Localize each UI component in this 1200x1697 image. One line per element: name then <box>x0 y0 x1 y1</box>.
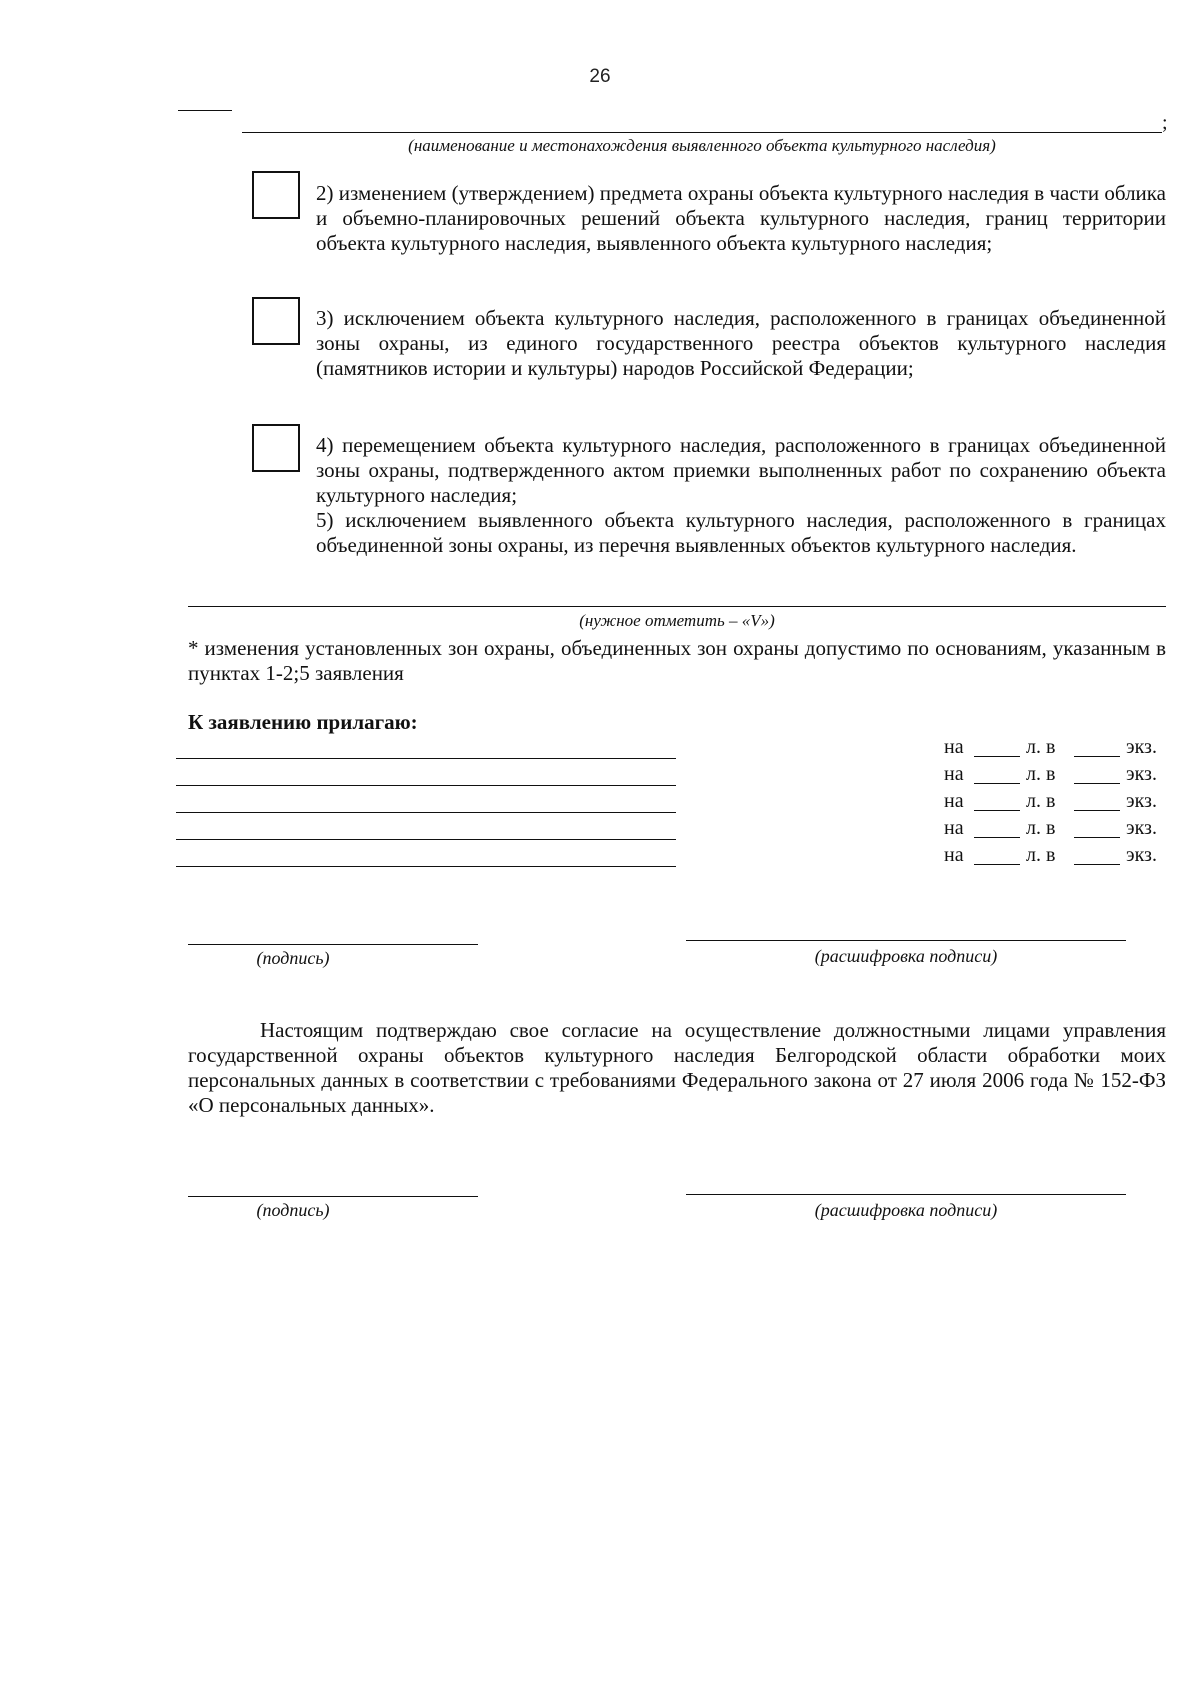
item-5-text: 5) исключением выявленного объекта культурного наследия, расположенного в границах объединенной зоны охраны, из перечня выявленных объектов культурного наследия. <box>316 508 1166 557</box>
sheets-label: л. в <box>1026 817 1056 839</box>
copies-blank[interactable] <box>1074 819 1120 838</box>
na-label: на <box>944 790 964 812</box>
attachment-count-row <box>944 844 1166 870</box>
attachments-heading: К заявлению прилагаю: <box>188 710 418 734</box>
sheets-blank[interactable] <box>974 846 1020 865</box>
checkbox-item-3[interactable] <box>252 297 300 345</box>
attachment-count-row <box>944 736 1166 762</box>
sheets-label: л. в <box>1026 844 1056 866</box>
signature-caption-2: (подпись) <box>256 1200 330 1220</box>
attachment-line-2[interactable] <box>176 785 676 786</box>
attachment-count-row <box>944 817 1166 843</box>
copies-label: экз. <box>1126 736 1157 758</box>
sheets-label: л. в <box>1026 763 1056 785</box>
item-4-text: 4) перемещением объекта культурного наследия, расположенного в границах объединенной зоны охраны, подтвержденного актом приемки выполненных работ по сохранению объекта культурного наследия; <box>316 433 1166 507</box>
attachment-line-4[interactable] <box>176 839 676 840</box>
copies-blank[interactable] <box>1074 846 1120 865</box>
copies-blank[interactable] <box>1074 738 1120 757</box>
header-object-line <box>242 132 1162 133</box>
attachment-line-1[interactable] <box>176 758 676 759</box>
sheets-blank[interactable] <box>974 765 1020 784</box>
signature-line-1[interactable] <box>188 944 478 945</box>
copies-label: экз. <box>1126 844 1157 866</box>
na-label: на <box>944 763 964 785</box>
na-label: на <box>944 844 964 866</box>
header-caption: (наименование и местонахождения выявленного объекта культурного наследия) <box>408 136 996 155</box>
checkbox-item-4[interactable] <box>252 424 300 472</box>
checkbox-item-2[interactable] <box>252 171 300 219</box>
signature-decoding-line-1[interactable] <box>686 940 1126 941</box>
consent-text: Настоящим подтверждаю свое согласие на осуществление должностными лицами управления государственной охраны объектов культурного наследия Белгородской области обработки моих персональных данных в соответствии с требованиями Федерального закона от 27 июля 2006 года № 152-ФЗ «О персональных данных». <box>188 1018 1166 1117</box>
copies-label: экз. <box>1126 763 1157 785</box>
page-number: 26 <box>589 66 611 87</box>
signature-decoding-line-2[interactable] <box>686 1194 1126 1195</box>
signature-line-2[interactable] <box>188 1196 478 1197</box>
attachment-count-row <box>944 763 1166 789</box>
na-label: на <box>944 817 964 839</box>
na-label: на <box>944 736 964 758</box>
header-semicolon: ; <box>1162 112 1168 134</box>
attachment-count-row <box>944 790 1166 816</box>
copies-label: экз. <box>1126 790 1157 812</box>
attachment-line-3[interactable] <box>176 812 676 813</box>
sheets-label: л. в <box>1026 790 1056 812</box>
note-text: * изменения установленных зон охраны, объединенных зон охраны допустимо по основаниям, указанным в пунктах 1-2;5 заявления <box>188 636 1166 685</box>
copies-blank[interactable] <box>1074 792 1120 811</box>
sheets-label: л. в <box>1026 736 1056 758</box>
sheets-blank[interactable] <box>974 792 1020 811</box>
item-3-text: 3) исключением объекта культурного наследия, расположенного в границах объединенной зоны охраны, из единого государственного реестра объектов культурного наследия (памятников истории и культуры) народов Российской Федерации; <box>316 306 1166 380</box>
attachment-line-5[interactable] <box>176 866 676 867</box>
item-2-text: 2) изменением (утверждением) предмета охраны объекта культурного наследия в части облика и объемно-планировочных решений объекта культурного наследия, границ территории объекта культурного наследия, выявленного объекта культурного наследия; <box>316 181 1166 255</box>
signature-caption-1: (подпись) <box>256 948 330 968</box>
copies-label: экз. <box>1126 817 1157 839</box>
signature-decoding-caption-2: (расшифровка подписи) <box>814 1200 998 1220</box>
mark-caption: (нужное отметить – «V») <box>579 611 775 630</box>
copies-blank[interactable] <box>1074 765 1120 784</box>
mark-line <box>188 606 1166 607</box>
header-short-line <box>178 110 232 111</box>
signature-decoding-caption-1: (расшифровка подписи) <box>814 946 998 966</box>
sheets-blank[interactable] <box>974 738 1020 757</box>
sheets-blank[interactable] <box>974 819 1020 838</box>
